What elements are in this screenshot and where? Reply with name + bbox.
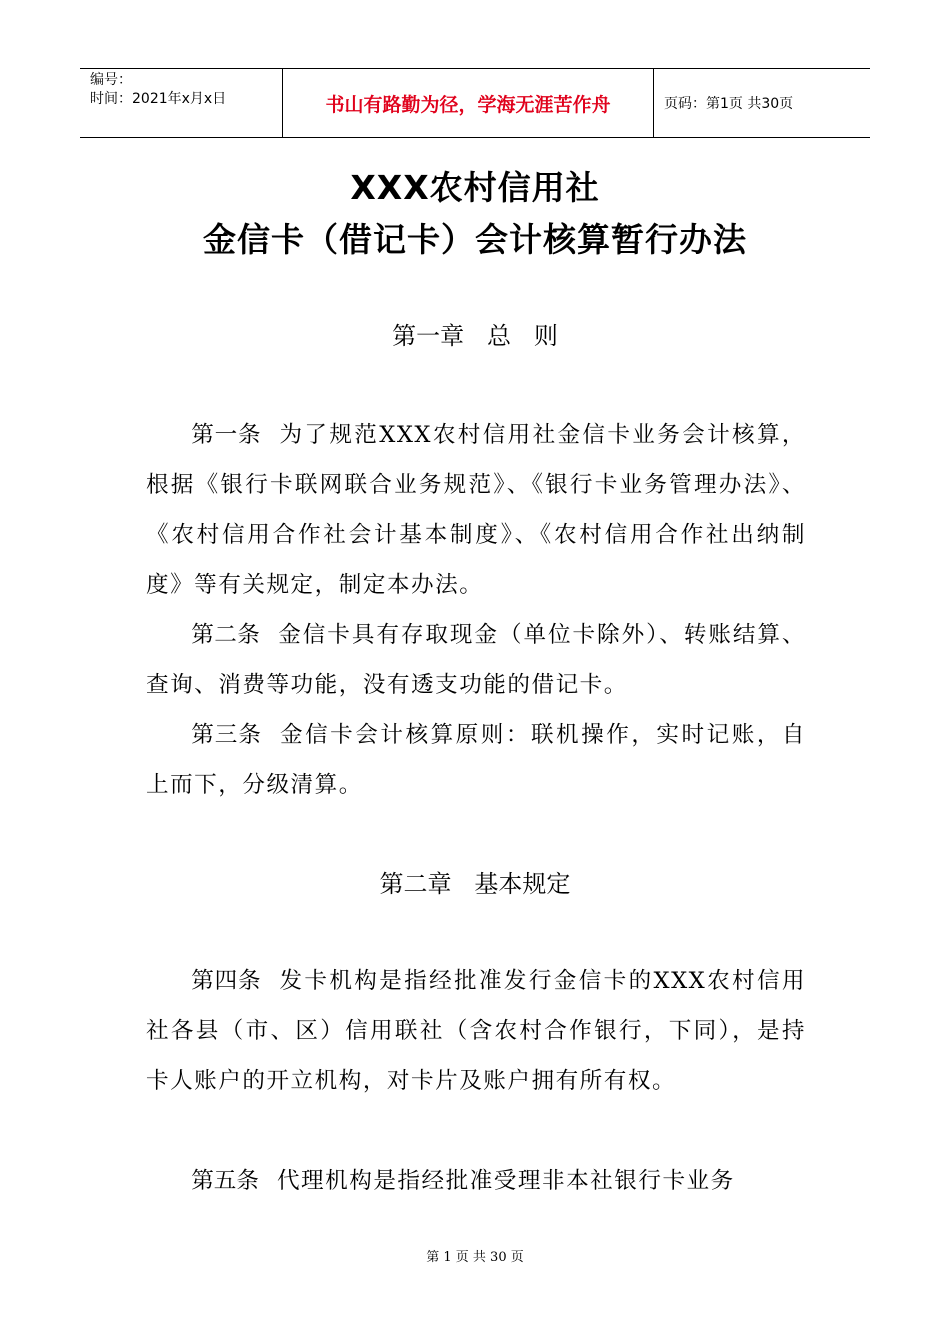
header-meta xyxy=(80,69,282,137)
document-title-line1: XXX农村信用社 xyxy=(350,168,600,207)
article-paragraph xyxy=(146,1156,806,1206)
article-label: 第四条 xyxy=(191,968,262,994)
time-label: 时间：2021年x月x日 xyxy=(90,91,227,107)
header-page-info: 页码：第1页 共30页 xyxy=(664,96,794,112)
chapter-heading: 第二章 基本规定 xyxy=(379,870,571,898)
article-text: 为了规范XXX农村信用社金信卡业务会计核算，根据《银行卡联网联合业务规范》、《银行卡业务管理办法》、《农村信用合作社会计基本制度》、《农村信用合作社出纳制度》等有关规定，制定本办法。 xyxy=(146,422,806,598)
article-text: 金信卡会计核算原则：联机操作，实时记账，自上而下，分级清算。 xyxy=(146,722,807,798)
article-label: 第三条 xyxy=(191,722,262,748)
article-paragraph xyxy=(146,710,806,810)
page-footer: 第 1 页 共 30 页 xyxy=(426,1250,524,1265)
header-motto: 书山有路勤为径，学海无涯苦作舟 xyxy=(282,69,654,137)
document-title-line2: 金信卡（借记卡）会计核算暂行办法 xyxy=(203,220,747,259)
article-paragraph xyxy=(146,956,806,1106)
chapter-heading: 第一章 总 则 xyxy=(392,322,558,350)
article-label: 第五条 xyxy=(191,1168,259,1194)
article-paragraph xyxy=(146,610,806,710)
article-label: 第二条 xyxy=(191,622,261,648)
article-text: 金信卡具有存取现金（单位卡除外）、转账结算、查询、消费等功能，没有透支功能的借记卡。 xyxy=(146,622,807,698)
article-paragraph xyxy=(146,410,806,610)
number-label: 编号： xyxy=(90,72,132,88)
article-text: 发卡机构是指经批准发行金信卡的XXX农村信用社各县（市、区）信用联社（含农村合作银行，下同），是持卡人账户的开立机构，对卡片及账户拥有所有权。 xyxy=(146,968,806,1094)
article-label: 第一条 xyxy=(191,422,262,448)
article-text: 代理机构是指经批准受理非本社银行卡业务 xyxy=(276,1168,735,1194)
page-header xyxy=(80,68,870,138)
